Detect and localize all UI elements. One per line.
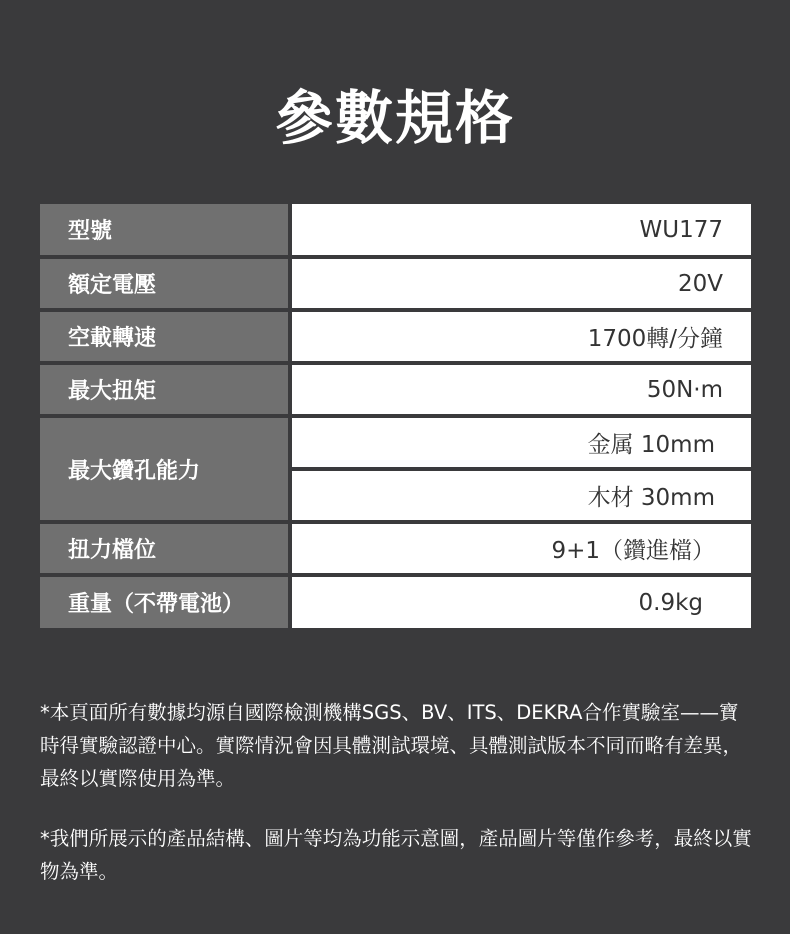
spec-label-weight: 重量（不帶電池） bbox=[40, 575, 290, 628]
table-row bbox=[40, 522, 751, 575]
spec-value-drilling-wood: 木材 30mm bbox=[290, 469, 751, 522]
spec-value-drilling-metal: 金属 10mm bbox=[290, 416, 751, 469]
spec-label-voltage: 額定電壓 bbox=[40, 257, 290, 310]
spec-label-torque: 最大扭矩 bbox=[40, 363, 290, 416]
table-row bbox=[40, 363, 751, 416]
spec-label-torque-settings: 扭力檔位 bbox=[40, 522, 290, 575]
spec-value-weight: 0.9kg bbox=[290, 575, 751, 628]
table-row bbox=[40, 204, 751, 257]
footnote-image-disclaimer bbox=[40, 802, 755, 907]
spec-table bbox=[40, 204, 751, 628]
page-title: 參數規格 bbox=[274, 84, 515, 152]
spec-value-voltage: 20V bbox=[290, 257, 751, 310]
spec-value-torque: 50N·m bbox=[290, 363, 751, 416]
spec-value-torque-settings: 9+1（鑽進檔） bbox=[290, 522, 751, 575]
table-row bbox=[40, 310, 751, 363]
footnote-data-source bbox=[40, 676, 755, 814]
spec-label-speed: 空載轉速 bbox=[40, 310, 290, 363]
spec-value-model: WU177 bbox=[290, 204, 751, 257]
spec-label-model: 型號 bbox=[40, 204, 290, 257]
table-row bbox=[40, 257, 751, 310]
spec-label-drilling: 最大鑽孔能力 bbox=[40, 416, 290, 522]
spec-value-speed: 1700轉/分鐘 bbox=[290, 310, 751, 363]
table-row bbox=[40, 575, 751, 628]
footnote-text: *我們所展示的產品結構、圖片等均為功能示意圖，產品圖片等僅作參考，最終以實物為準。 bbox=[40, 826, 752, 883]
table-row bbox=[40, 416, 751, 469]
footnote-text: *本頁面所有數據均源自國際檢測機構SGS、BV、ITS、DEKRA合作實驗室——寶時得實驗認證中心。實際情況會因具體測試環境、具體測試版本不同而略有差異，最終以實際使用為準。 bbox=[40, 700, 743, 790]
